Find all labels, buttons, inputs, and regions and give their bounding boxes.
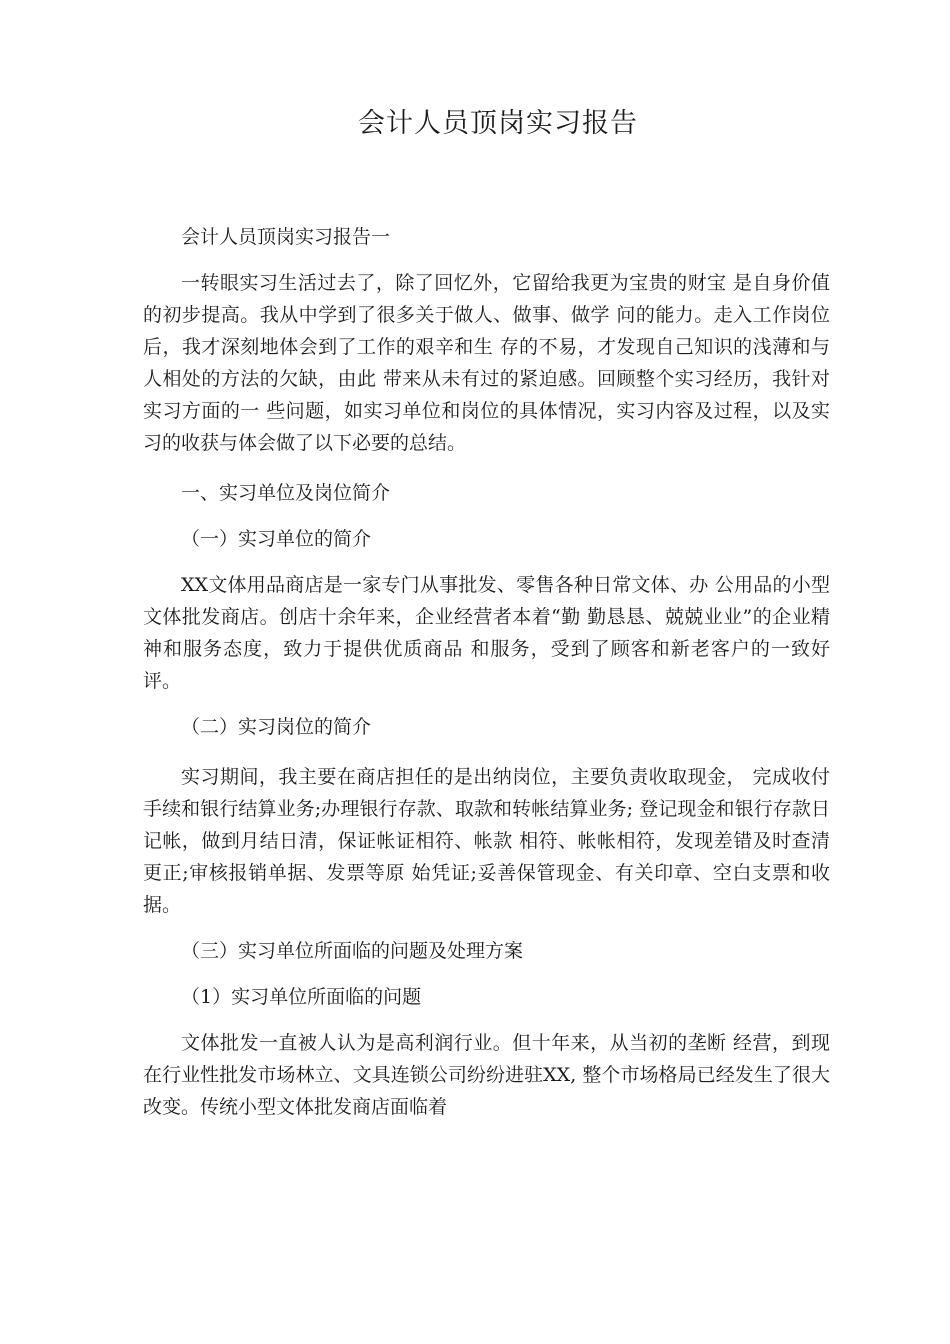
document-title: 会计人员顶岗实习报告 bbox=[358, 108, 638, 139]
subsection-heading-1: （一）实习单位的简介 bbox=[181, 528, 372, 550]
problems-paragraph: 文体批发一直被人认为是高利润行业。但十年来，从当初的垄断 经营，到现在行业性批发市场林立、文具连锁公司纷纷进驻XX, 整个市场格局已经发生了很大改变。传统小型文体批发商店面临着 bbox=[143, 1032, 830, 1118]
section-heading-1: 一、实习单位及岗位简介 bbox=[181, 482, 391, 504]
document-body bbox=[143, 221, 830, 1123]
position-intro-paragraph: 实习期间，我主要在商店担任的是出纳岗位，主要负责收取现金， 完成收付手续和银行结算业务;办理银行存款、取款和转帐结算业务; 登记现金和银行存款日记帐，做到月结日清，保证帐证相符、帐款 相符、帐帐相符，发现差错及时查清更正;审核报销单据、发票等原 始凭证;妥善保管现金、有关印章、空白支票和收据。 bbox=[143, 766, 830, 916]
intro-paragraph: 一转眼实习生活过去了，除了回忆外，它留给我更为宝贵的财宝 是自身价值的初步提高。我从中学到了很多关于做人、做事、做学 问的能力。走入工作岗位后，我才深刻地体会到了工作的艰辛和生 存的不易，才发现自己知识的浅薄和与人相处的方法的欠缺，由此 带来从未有过的紧迫感。回顾整个实习经历，我针对实习方面的一 些问题，如实习单位和岗位的具体情况，实习内容及过程，以及实 习的收获与体会做了以下必要的总结。 bbox=[143, 272, 830, 454]
subsection-heading-2: （二）实习岗位的简介 bbox=[181, 716, 372, 738]
subsection-heading-3-1: （1）实习单位所面临的问题 bbox=[181, 986, 422, 1008]
unit-intro-paragraph: XX文体用品商店是一家专门从事批发、零售各种日常文体、办 公用品的小型文体批发商店。创店十余年来，企业经营者本着“勤 勤恳恳、兢兢业业”的企业精神和服务态度，致力于提供优质商品 和服务，受到了顾客和新老客户的一致好评。 bbox=[143, 574, 830, 692]
subsection-heading-3: （三）实习单位所面临的问题及处理方案 bbox=[181, 940, 524, 962]
report-subtitle: 会计人员顶岗实习报告一 bbox=[181, 226, 391, 248]
